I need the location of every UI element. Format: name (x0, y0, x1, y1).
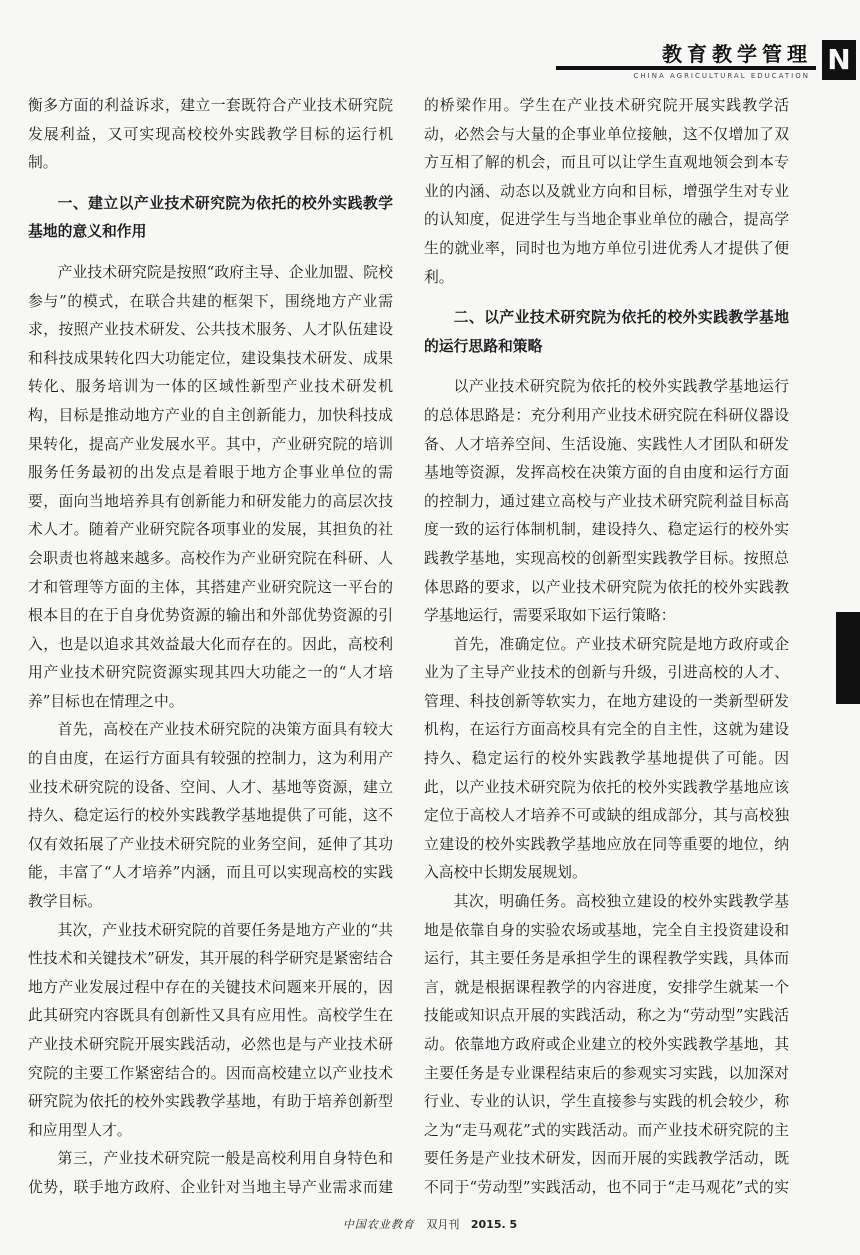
paragraph: 其次，产业技术研究院的首要任务是地方产业的“共性技术和关键技术”研发，其开展的科学研究是紧密结合地方产业发展过程中存在的关键技术问题来开展的，因此其研究内容既具有创新性又具有应用性。高校学生在产业技术研究院开展实践活动，必然也是与产业技术研究院的主要工作紧密结合的。因而高校建立以产业技术研究院为依托的校外实践教学基地，有助于培养创新型和应用型人才。 (28, 921, 393, 1139)
header-rule (556, 66, 816, 70)
paragraph: 以产业技术研究院为依托的校外实践教学基地运行的总体思路是：充分利用产业技术研究院在科研仪器设备、人才培养空间、生活设施、实践性人才团队和研发基地等资源，发挥高校在决策方面的自由度和运行方面的控制力，通过建立高校与产业技术研究院利益目标高度一致的运行体制机制，建设持久、稳定运行的校外实践教学基地，实现高校的创新型实践教学目标。按照总体思路的要求，以产业技术研究院为依托的校外实践教学基地运行，需要采取如下运行策略： (424, 378, 789, 625)
side-thumb-tab (836, 612, 860, 704)
paragraph: 其次，明确任务。高校独立建设的校外实践教学基地是依靠自身的实验农场或基地，完全自主投资建设和运行，其主要任务是承担学生的课程教学实践，具体而言，就是根据课程教学的内容进度，安排学生就某一个技能或知识点开展的实践活动，称之为“劳动型”实践活动。依靠地方政府或企业建立的校外实践教学基地，其主要任务是专业课程结束后的参观实习实践，以加深对行业、专业的认识，学生直接参与实践的机会较少，称之为“走马观花”式的实践活动。而产业技术研究院的主要任务是产业技术研发，因而开展的实践教学活动，既不同于“劳动型”实践活动，也不同于“走马观花”式的实 (424, 893, 789, 1196)
left-column (28, 92, 393, 1202)
footer-journal: 中国农业教育 (342, 1218, 415, 1231)
right-column (424, 92, 789, 1202)
paragraph: 首先，高校在产业技术研究院的决策方面具有较大的自由度，在运行方面具有较强的控制力，这为利用产业技术研究院的设备、空间、人才、基地等资源，建立持久、稳定运行的校外实践教学基地提供了可能，这不仅有效拓展了产业技术研究院的业务空间，延伸了其功能，丰富了“人才培养”内涵，而且可以实现高校的实践教学目标。 (28, 721, 393, 911)
running-header (530, 34, 860, 84)
header-title: 教育教学管理 (662, 42, 812, 66)
footer-issue: 2015. 5 (470, 1218, 518, 1231)
header-subtitle: CHINA AGRICULTURAL EDUCATION (633, 72, 810, 80)
paragraph: 衡多方面的利益诉求，建立一套既符合产业技术研究院发展利益，又可实现高校校外实践教学目标的运行机制。 (28, 97, 393, 172)
section-letter-badge: N (822, 40, 856, 80)
paragraph: 第三，产业技术研究院一般是高校利用自身特色和优势，联手地方政府、企业针对当地主导产业需求而建 (28, 1150, 393, 1196)
paragraph: 的桥梁作用。学生在产业技术研究院开展实践教学活动，必然会与大量的企事业单位接触，这不仅增加了双方互相了解的机会，而且可以让学生直观地领会到本专业的内涵、动态以及就业方向和目标，增强学生对专业的认知度，促进学生与当地企事业单位的融合，提高学生的就业率，同时也为地方单位引进优秀人才提供了便利。 (424, 97, 789, 286)
section-heading-1: 一、建立以产业技术研究院为依托的校外实践教学基地的意义和作用 (28, 194, 393, 241)
section-heading-2: 二、以产业技术研究院为依托的校外实践教学基地的运行思路和策略 (424, 309, 789, 355)
paragraph: 产业技术研究院是按照“政府主导、企业加盟、院校参与”的模式，在联合共建的框架下，围绕地方产业需求，按照产业技术研发、公共技术服务、人才队伍建设和科技成果转化四大功能定位，建设集技术研发、成果转化、服务培训为一体的区域性新型产业技术研发机构，目标是推动地方产业的自主创新能力，加快科技成果转化，提高产业发展水平。其中，产业研究院的培训服务任务最初的出发点是着眼于地方企事业单位的需要，面向当地培养具有创新能力和研发能力的高层次技术人才。随着产业研究院各项事业的发展，其担负的社会职责也将越来越多。高校作为产业研究院在科研、人才和管理等方面的主体，其搭建产业研究院这一平台的根本目的在于自身优势资源的输出和外部优势资源的引入，也是以追求其效益最大化而存在的。因此，高校利用产业技术研究院资源实现其四大功能之一的“人才培养”目标也在情理之中。 (28, 263, 393, 710)
footer-frequency: 双月刊 (426, 1218, 460, 1231)
paragraph: 首先，准确定位。产业技术研究院是地方政府或企业为了主导产业技术的创新与升级，引进高校的人才、管理、科技创新等软实力，在地方建设的一类新型研发机构，在运行方面高校具有完全的自主性，这就为建设持久、稳定运行的校外实践教学基地提供了可能。因此，以产业技术研究院为依托的校外实践教学基地应该定位于高校人才培养不可或缺的组成部分，其与高校独立建设的校外实践教学基地应放在同等重要的地位，纳入高校中长期发展规划。 (424, 635, 789, 882)
page-footer (0, 1216, 860, 1232)
